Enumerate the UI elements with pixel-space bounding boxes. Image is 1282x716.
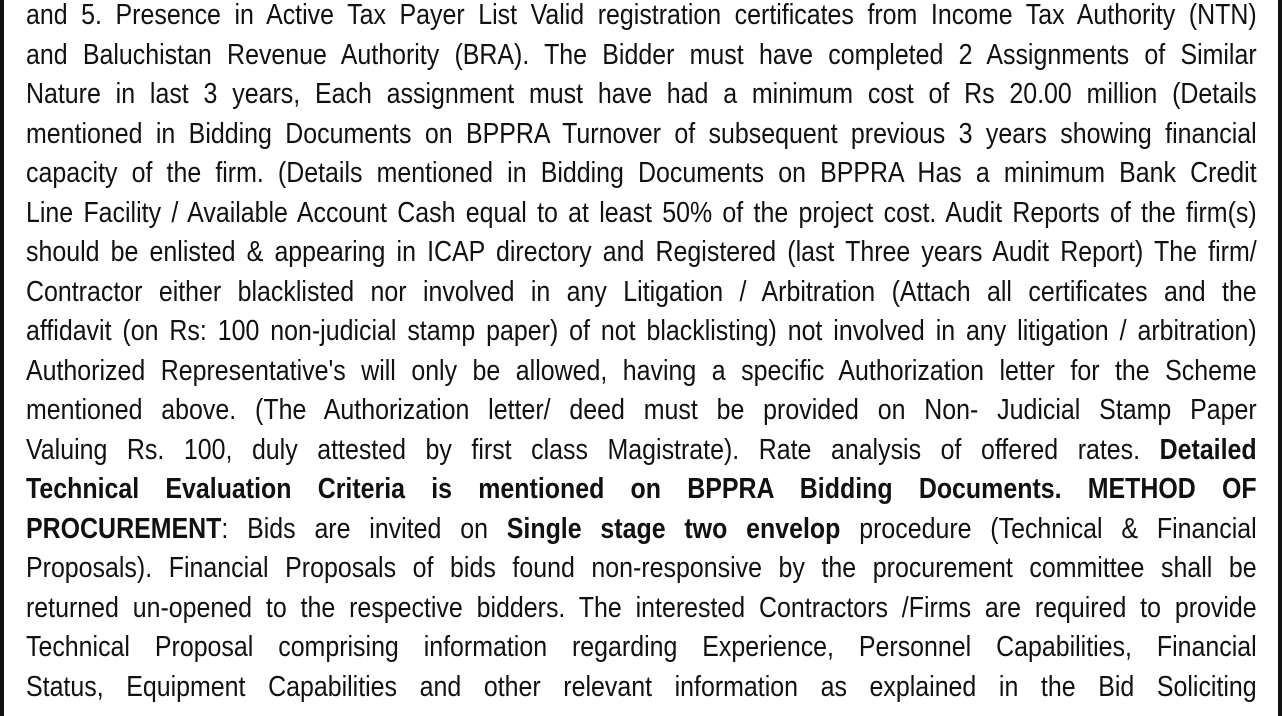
- notice-line-4: mentioned in Bidding Documents on BPPRA Turnover of subsequent previous 3 years showing financial: [26, 117, 1257, 150]
- notice-line-16: returned un-opened to the respective bidders. The interested Contractors /Firms are required to provide: [26, 591, 1257, 624]
- evaluation-criteria-heading: Technical Evaluation Criteria is mentioned on BPPRA Bidding Documents. METHOD OF: [26, 473, 1257, 505]
- procurement-text-a: : Bids are invited on: [221, 512, 488, 545]
- notice-line-15: Proposals). Financial Proposals of bids found non-responsive by the procurement committee shall be: [26, 552, 1257, 584]
- notice-line-18: Status, Equipment Capabilities and other relevant information as explained in the Bid Soliciting: [26, 670, 1257, 703]
- procedure-type: Single stage two envelop: [506, 512, 841, 545]
- notice-line-7: should be enlisted & appearing in ICAP directory and Registered (last Three years Audit Report) The firm/: [26, 236, 1257, 268]
- notice-line-9: affidavit (on Rs: 100 non-judicial stamp paper) of not blacklisting) not involved in any litigation / arbitration): [26, 315, 1257, 347]
- notice-line-5: capacity of the firm. (Details mentioned in Bidding Documents on BPPRA Has a minimum Bank Credit: [26, 157, 1257, 189]
- procurement-heading: PROCUREMENT: [26, 512, 222, 545]
- notice-line-17: Technical Proposal comprising information regarding Experience, Personnel Capabilities, Financial: [26, 631, 1257, 663]
- notice-line-12: [26, 431, 1257, 471]
- notice-line-12-text: Valuing Rs. 100, duly attested by first class Magistrate). Rate analysis of offered rates.: [26, 433, 1141, 466]
- detailed-heading-start: Detailed: [1159, 433, 1257, 466]
- notice-line-11: mentioned above. (The Authorization letter/ deed must be provided on Non- Judicial Stamp Paper: [26, 394, 1257, 426]
- notice-line-6: Line Facility / Available Account Cash equal to at least 50% of the project cost. Audit Reports of the firm(s): [26, 196, 1257, 229]
- notice-line-2: and Baluchistan Revenue Authority (BRA). The Bidder must have completed 2 Assignments of Similar: [26, 38, 1257, 71]
- notice-line-10: Authorized Representative's will only be allowed, having a specific Authorization letter for the Scheme: [26, 354, 1257, 387]
- notice-line-14: [26, 510, 1257, 550]
- procurement-text-b: procedure (Technical & Financial: [859, 512, 1257, 545]
- notice-line-3: Nature in last 3 years, Each assignment must have had a minimum cost of Rs 20.00 million (Details: [26, 78, 1257, 110]
- notice-body: [26, 0, 1257, 707]
- notice-line-1: and 5. Presence in Active Tax Payer List Valid registration certificates from Income Tax Authority (NTN): [26, 0, 1257, 31]
- notice-line-8: Contractor either blacklisted nor involved in any Litigation / Arbitration (Attach all certificates and the: [26, 275, 1257, 308]
